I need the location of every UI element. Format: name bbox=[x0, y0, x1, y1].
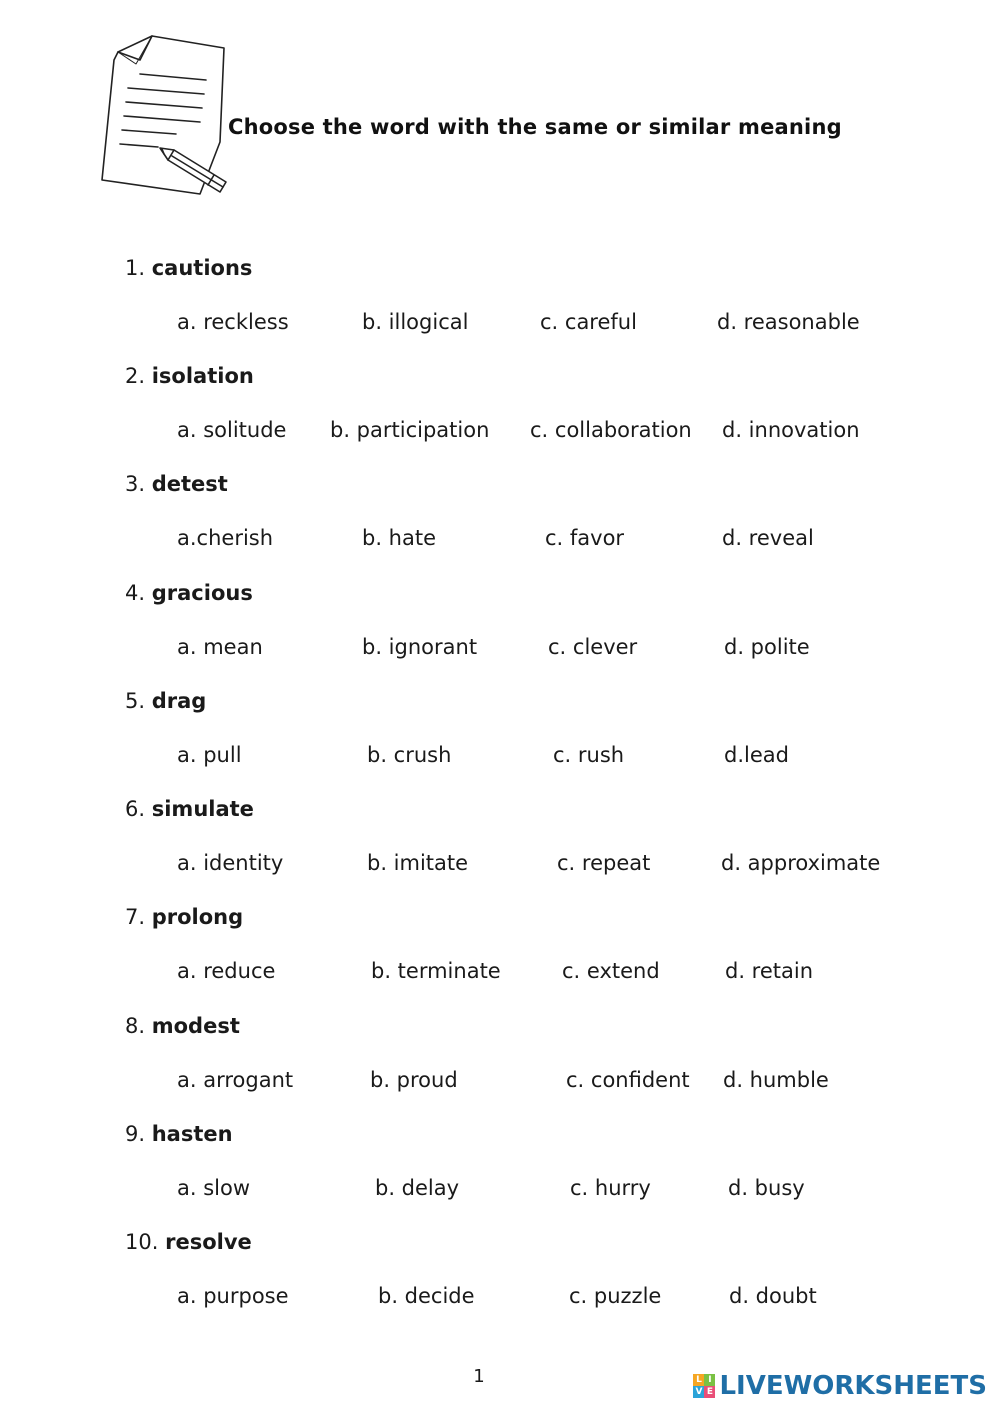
question-word: detest bbox=[151, 472, 228, 496]
option-d[interactable]: d. innovation bbox=[722, 418, 860, 442]
option-c[interactable]: c. puzzle bbox=[569, 1284, 662, 1308]
question-10 bbox=[0, 1228, 999, 1336]
option-d[interactable]: d. approximate bbox=[721, 851, 881, 875]
option-b[interactable]: b. illogical bbox=[362, 310, 469, 334]
question-number: 2. bbox=[125, 364, 146, 388]
brand-icon-letter: I bbox=[704, 1374, 715, 1386]
question-word: gracious bbox=[151, 581, 253, 605]
question-3 bbox=[0, 470, 999, 578]
question-7 bbox=[0, 903, 999, 1011]
question-prompt bbox=[125, 903, 243, 931]
option-c[interactable]: c. extend bbox=[562, 959, 660, 983]
question-prompt bbox=[125, 795, 254, 823]
option-a[interactable]: a. purpose bbox=[177, 1284, 289, 1308]
option-a[interactable]: a. pull bbox=[177, 743, 242, 767]
question-5 bbox=[0, 687, 999, 795]
option-d[interactable]: d. polite bbox=[724, 635, 810, 659]
question-number: 8. bbox=[125, 1014, 146, 1038]
question-word: prolong bbox=[151, 905, 244, 929]
question-2 bbox=[0, 362, 999, 470]
question-number: 4. bbox=[125, 581, 146, 605]
question-number: 6. bbox=[125, 797, 146, 821]
option-c[interactable]: c. confident bbox=[566, 1068, 690, 1092]
option-b[interactable]: b. imitate bbox=[367, 851, 469, 875]
brand-icon-letter: L bbox=[693, 1374, 704, 1386]
question-number: 9. bbox=[125, 1122, 146, 1146]
option-c[interactable]: c. favor bbox=[545, 526, 625, 550]
worksheet-title: Choose the word with the same or similar meaning bbox=[228, 115, 842, 139]
page-number: 1 bbox=[473, 1366, 485, 1387]
question-word: hasten bbox=[151, 1122, 233, 1146]
option-a[interactable]: a. mean bbox=[177, 635, 263, 659]
question-word: modest bbox=[151, 1014, 240, 1038]
option-d[interactable]: d. reasonable bbox=[717, 310, 860, 334]
option-b[interactable]: b. crush bbox=[367, 743, 452, 767]
question-word: resolve bbox=[165, 1230, 252, 1254]
option-b[interactable]: b. delay bbox=[375, 1176, 460, 1200]
option-b[interactable]: b. hate bbox=[362, 526, 437, 550]
option-a[interactable]: a. arrogant bbox=[177, 1068, 294, 1092]
question-prompt bbox=[125, 362, 254, 390]
brand-logo[interactable] bbox=[693, 1371, 987, 1401]
option-b[interactable]: b. proud bbox=[370, 1068, 458, 1092]
question-number: 7. bbox=[125, 905, 146, 929]
question-number: 10. bbox=[125, 1230, 159, 1254]
question-8 bbox=[0, 1012, 999, 1120]
option-a[interactable]: a. identity bbox=[177, 851, 284, 875]
question-prompt bbox=[125, 254, 252, 282]
question-number: 1. bbox=[125, 256, 146, 280]
option-d[interactable]: d. retain bbox=[725, 959, 814, 983]
question-prompt bbox=[125, 579, 253, 607]
option-a[interactable]: a.cherish bbox=[177, 526, 274, 550]
option-c[interactable]: c. collaboration bbox=[530, 418, 692, 442]
question-word: simulate bbox=[151, 797, 254, 821]
option-d[interactable]: d.lead bbox=[724, 743, 789, 767]
option-a[interactable]: a. slow bbox=[177, 1176, 251, 1200]
question-prompt bbox=[125, 1228, 252, 1256]
option-c[interactable]: c. rush bbox=[553, 743, 625, 767]
question-number: 3. bbox=[125, 472, 146, 496]
option-c[interactable]: c. repeat bbox=[557, 851, 651, 875]
option-c[interactable]: c. careful bbox=[540, 310, 637, 334]
question-1 bbox=[0, 254, 999, 362]
question-prompt bbox=[125, 1012, 240, 1040]
question-word: drag bbox=[151, 689, 207, 713]
question-4 bbox=[0, 579, 999, 687]
option-a[interactable]: a. reduce bbox=[177, 959, 276, 983]
question-prompt bbox=[125, 470, 228, 498]
brand-icon bbox=[693, 1374, 715, 1398]
question-9 bbox=[0, 1120, 999, 1228]
option-b[interactable]: b. participation bbox=[330, 418, 490, 442]
option-b[interactable]: b. ignorant bbox=[362, 635, 478, 659]
option-b[interactable]: b. decide bbox=[378, 1284, 475, 1308]
brand-icon-letter: E bbox=[704, 1386, 715, 1398]
option-b[interactable]: b. terminate bbox=[371, 959, 501, 983]
option-d[interactable]: d. humble bbox=[723, 1068, 829, 1092]
brand-icon-letter: V bbox=[693, 1386, 704, 1398]
question-word: isolation bbox=[151, 364, 254, 388]
option-c[interactable]: c. clever bbox=[548, 635, 638, 659]
option-d[interactable]: d. busy bbox=[728, 1176, 805, 1200]
question-prompt bbox=[125, 687, 206, 715]
option-a[interactable]: a. solitude bbox=[177, 418, 287, 442]
question-word: cautions bbox=[151, 256, 253, 280]
option-c[interactable]: c. hurry bbox=[570, 1176, 651, 1200]
option-a[interactable]: a. reckless bbox=[177, 310, 289, 334]
question-6 bbox=[0, 795, 999, 903]
question-number: 5. bbox=[125, 689, 146, 713]
option-d[interactable]: d. reveal bbox=[722, 526, 814, 550]
brand-name: LIVEWORKSHEETS bbox=[719, 1371, 987, 1401]
question-prompt bbox=[125, 1120, 233, 1148]
option-d[interactable]: d. doubt bbox=[729, 1284, 817, 1308]
